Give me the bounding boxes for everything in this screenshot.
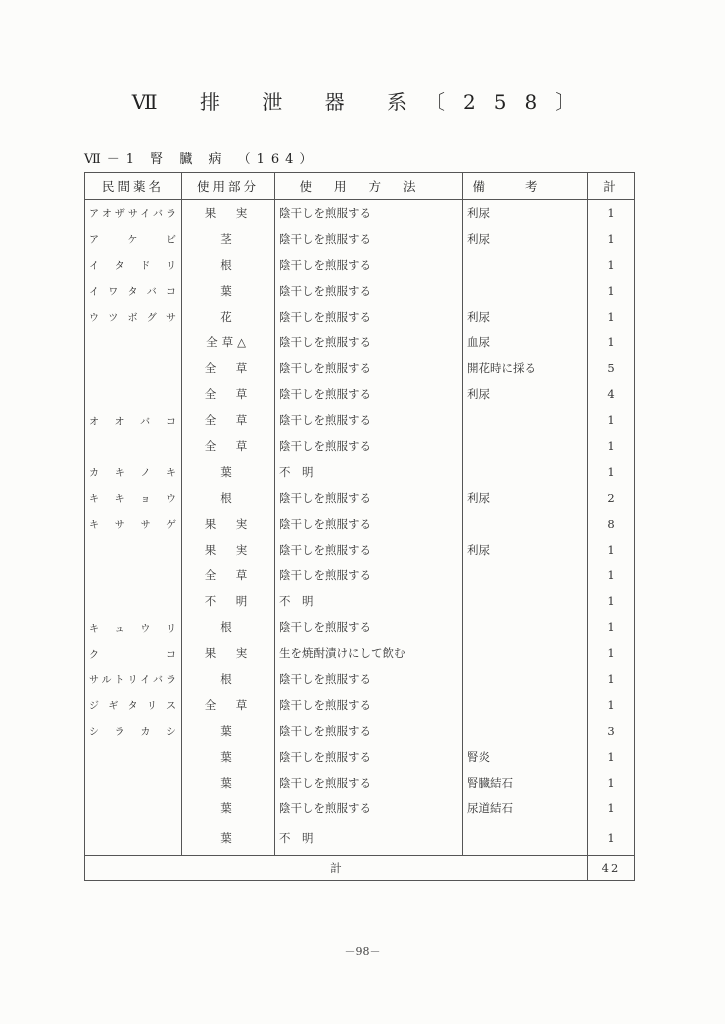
cell-part-used: 果 実 — [182, 640, 275, 666]
cell-remedy-name: ジギタリス — [85, 692, 182, 718]
cell-usage-method: 陰干しを煎服する — [275, 744, 463, 770]
cell-count: 4 — [588, 381, 635, 407]
cell-part-used: 果 実 — [182, 511, 275, 537]
table-row — [85, 200, 635, 226]
cell-remedy-name — [85, 795, 182, 821]
cell-usage-method: 不 明 — [275, 821, 463, 856]
cell-count: 1 — [588, 200, 635, 226]
cell-usage-method: 陰干しを煎服する — [275, 278, 463, 304]
cell-usage-method: 陰干しを煎服する — [275, 511, 463, 537]
table-row — [85, 562, 635, 588]
cell-remedy-name: キキョウ — [85, 485, 182, 511]
cell-count: 1 — [588, 744, 635, 770]
cell-remedy-name: ウツボグサ — [85, 304, 182, 330]
cell-part-used: 果 実 — [182, 200, 275, 226]
cell-usage-method: 陰干しを煎服する — [275, 329, 463, 355]
cell-part-used: 葉 — [182, 278, 275, 304]
cell-remedy-name: アケビ — [85, 226, 182, 252]
cell-usage-method: 陰干しを煎服する — [275, 666, 463, 692]
cell-remedy-name: キササゲ — [85, 511, 182, 537]
cell-part-used: 根 — [182, 666, 275, 692]
cell-part-used: 根 — [182, 614, 275, 640]
page-number: －98－ — [344, 945, 381, 958]
cell-part-used: 全草△ — [182, 329, 275, 355]
chapter-title: Ⅶ 排 泄 器 系〔258〕 — [131, 90, 594, 114]
cell-remarks: 尿道結石 — [463, 795, 588, 821]
cell-usage-method: 陰干しを煎服する — [275, 252, 463, 278]
cell-count: 1 — [588, 433, 635, 459]
cell-count: 1 — [588, 304, 635, 330]
cell-remarks: 利尿 — [463, 381, 588, 407]
cell-count: 1 — [588, 640, 635, 666]
table-row — [85, 537, 635, 563]
cell-remarks — [463, 718, 588, 744]
cell-part-used: 葉 — [182, 459, 275, 485]
cell-part-used: 全 草 — [182, 355, 275, 381]
table-row — [85, 485, 635, 511]
header-usage-method: 使用方法 — [275, 173, 463, 200]
cell-remarks — [463, 459, 588, 485]
cell-count: 8 — [588, 511, 635, 537]
total-label: 計 — [85, 856, 588, 881]
cell-usage-method: 陰干しを煎服する — [275, 614, 463, 640]
cell-remarks: 腎臓結石 — [463, 770, 588, 796]
cell-remedy-name: カキノキ — [85, 459, 182, 485]
cell-remedy-name: シラカシ — [85, 718, 182, 744]
cell-part-used: 葉 — [182, 744, 275, 770]
cell-count: 1 — [588, 770, 635, 796]
cell-remedy-name — [85, 537, 182, 563]
cell-usage-method: 陰干しを煎服する — [275, 355, 463, 381]
table-row — [85, 252, 635, 278]
cell-count: 3 — [588, 718, 635, 744]
cell-usage-method: 陰干しを煎服する — [275, 718, 463, 744]
cell-remedy-name: アオザサイバラ — [85, 200, 182, 226]
table-row — [85, 304, 635, 330]
cell-remarks — [463, 640, 588, 666]
cell-count: 1 — [588, 562, 635, 588]
table-row — [85, 795, 635, 821]
cell-usage-method: 陰干しを煎服する — [275, 692, 463, 718]
cell-remarks — [463, 407, 588, 433]
table-row — [85, 511, 635, 537]
table-row — [85, 226, 635, 252]
cell-remarks: 利尿 — [463, 537, 588, 563]
cell-remarks: 利尿 — [463, 485, 588, 511]
cell-remarks — [463, 278, 588, 304]
table-row — [85, 744, 635, 770]
cell-count: 1 — [588, 278, 635, 304]
cell-part-used: 葉 — [182, 718, 275, 744]
cell-usage-method: 陰干しを煎服する — [275, 381, 463, 407]
cell-remedy-name: イタドリ — [85, 252, 182, 278]
cell-remedy-name — [85, 588, 182, 614]
header-part-used: 使用部分 — [182, 173, 275, 200]
cell-remedy-name — [85, 744, 182, 770]
cell-usage-method: 生を焼酎漬けにして飲む — [275, 640, 463, 666]
table-row — [85, 278, 635, 304]
cell-count: 1 — [588, 252, 635, 278]
cell-part-used: 茎 — [182, 226, 275, 252]
cell-remarks — [463, 511, 588, 537]
cell-part-used: 果 実 — [182, 537, 275, 563]
table-row — [85, 770, 635, 796]
cell-part-used: 不 明 — [182, 588, 275, 614]
cell-usage-method: 陰干しを煎服する — [275, 537, 463, 563]
cell-remarks — [463, 614, 588, 640]
table-row — [85, 718, 635, 744]
cell-remedy-name — [85, 355, 182, 381]
cell-remarks: 開花時に採る — [463, 355, 588, 381]
cell-count: 1 — [588, 537, 635, 563]
table-row — [85, 459, 635, 485]
cell-part-used: 根 — [182, 485, 275, 511]
cell-count: 1 — [588, 666, 635, 692]
cell-remarks — [463, 433, 588, 459]
cell-usage-method: 不 明 — [275, 588, 463, 614]
cell-usage-method: 陰干しを煎服する — [275, 795, 463, 821]
header-folk-remedy-name: 民間薬名 — [85, 173, 182, 200]
cell-part-used: 全 草 — [182, 407, 275, 433]
cell-usage-method: 陰干しを煎服する — [275, 770, 463, 796]
cell-count: 1 — [588, 588, 635, 614]
cell-remarks: 利尿 — [463, 226, 588, 252]
table-row — [85, 640, 635, 666]
table-row — [85, 666, 635, 692]
cell-usage-method: 陰干しを煎服する — [275, 304, 463, 330]
cell-part-used: 葉 — [182, 821, 275, 856]
cell-usage-method: 陰干しを煎服する — [275, 226, 463, 252]
table-row — [85, 614, 635, 640]
table-row — [85, 407, 635, 433]
cell-count: 1 — [588, 459, 635, 485]
cell-remedy-name: クコ — [85, 640, 182, 666]
cell-usage-method: 陰干しを煎服する — [275, 562, 463, 588]
cell-remarks: 腎炎 — [463, 744, 588, 770]
remedy-table — [84, 172, 635, 881]
cell-usage-method: 陰干しを煎服する — [275, 485, 463, 511]
cell-remedy-name: オオバコ — [85, 407, 182, 433]
cell-count: 1 — [588, 692, 635, 718]
cell-remedy-name — [85, 770, 182, 796]
header-count: 計 — [588, 173, 635, 200]
cell-usage-method: 陰干しを煎服する — [275, 433, 463, 459]
cell-count: 1 — [588, 407, 635, 433]
table-row — [85, 381, 635, 407]
cell-remarks: 血尿 — [463, 329, 588, 355]
cell-count: 1 — [588, 226, 635, 252]
cell-part-used: 全 草 — [182, 692, 275, 718]
total-row — [85, 856, 635, 881]
cell-remarks — [463, 252, 588, 278]
cell-count: 1 — [588, 329, 635, 355]
cell-part-used: 全 草 — [182, 381, 275, 407]
cell-count: 5 — [588, 355, 635, 381]
cell-usage-method: 陰干しを煎服する — [275, 200, 463, 226]
table-row — [85, 588, 635, 614]
table-row — [85, 433, 635, 459]
cell-usage-method: 陰干しを煎服する — [275, 407, 463, 433]
cell-part-used: 花 — [182, 304, 275, 330]
table-row — [85, 821, 635, 856]
cell-part-used: 全 草 — [182, 433, 275, 459]
cell-count: 1 — [588, 614, 635, 640]
cell-count: 1 — [588, 795, 635, 821]
cell-remarks — [463, 692, 588, 718]
table-header-row — [85, 173, 635, 200]
table-row — [85, 692, 635, 718]
cell-part-used: 全 草 — [182, 562, 275, 588]
cell-remedy-name — [85, 562, 182, 588]
cell-count: 1 — [588, 821, 635, 856]
cell-remarks — [463, 821, 588, 856]
cell-remedy-name — [85, 821, 182, 856]
table-row — [85, 355, 635, 381]
table-row — [85, 329, 635, 355]
cell-remedy-name — [85, 433, 182, 459]
section-title: Ⅶ－1 腎 臓 病 （164） — [84, 152, 319, 167]
header-remarks: 備考 — [463, 173, 588, 200]
cell-remedy-name: サルトリイバラ — [85, 666, 182, 692]
cell-usage-method: 不 明 — [275, 459, 463, 485]
cell-part-used: 根 — [182, 252, 275, 278]
cell-part-used: 葉 — [182, 770, 275, 796]
cell-remedy-name — [85, 381, 182, 407]
cell-remarks: 利尿 — [463, 200, 588, 226]
cell-count: 2 — [588, 485, 635, 511]
cell-remarks — [463, 588, 588, 614]
total-value: 42 — [588, 856, 635, 881]
cell-remedy-name — [85, 329, 182, 355]
cell-part-used: 葉 — [182, 795, 275, 821]
cell-remarks — [463, 562, 588, 588]
cell-remedy-name: キュウリ — [85, 614, 182, 640]
cell-remarks: 利尿 — [463, 304, 588, 330]
cell-remarks — [463, 666, 588, 692]
cell-remedy-name: イワタバコ — [85, 278, 182, 304]
